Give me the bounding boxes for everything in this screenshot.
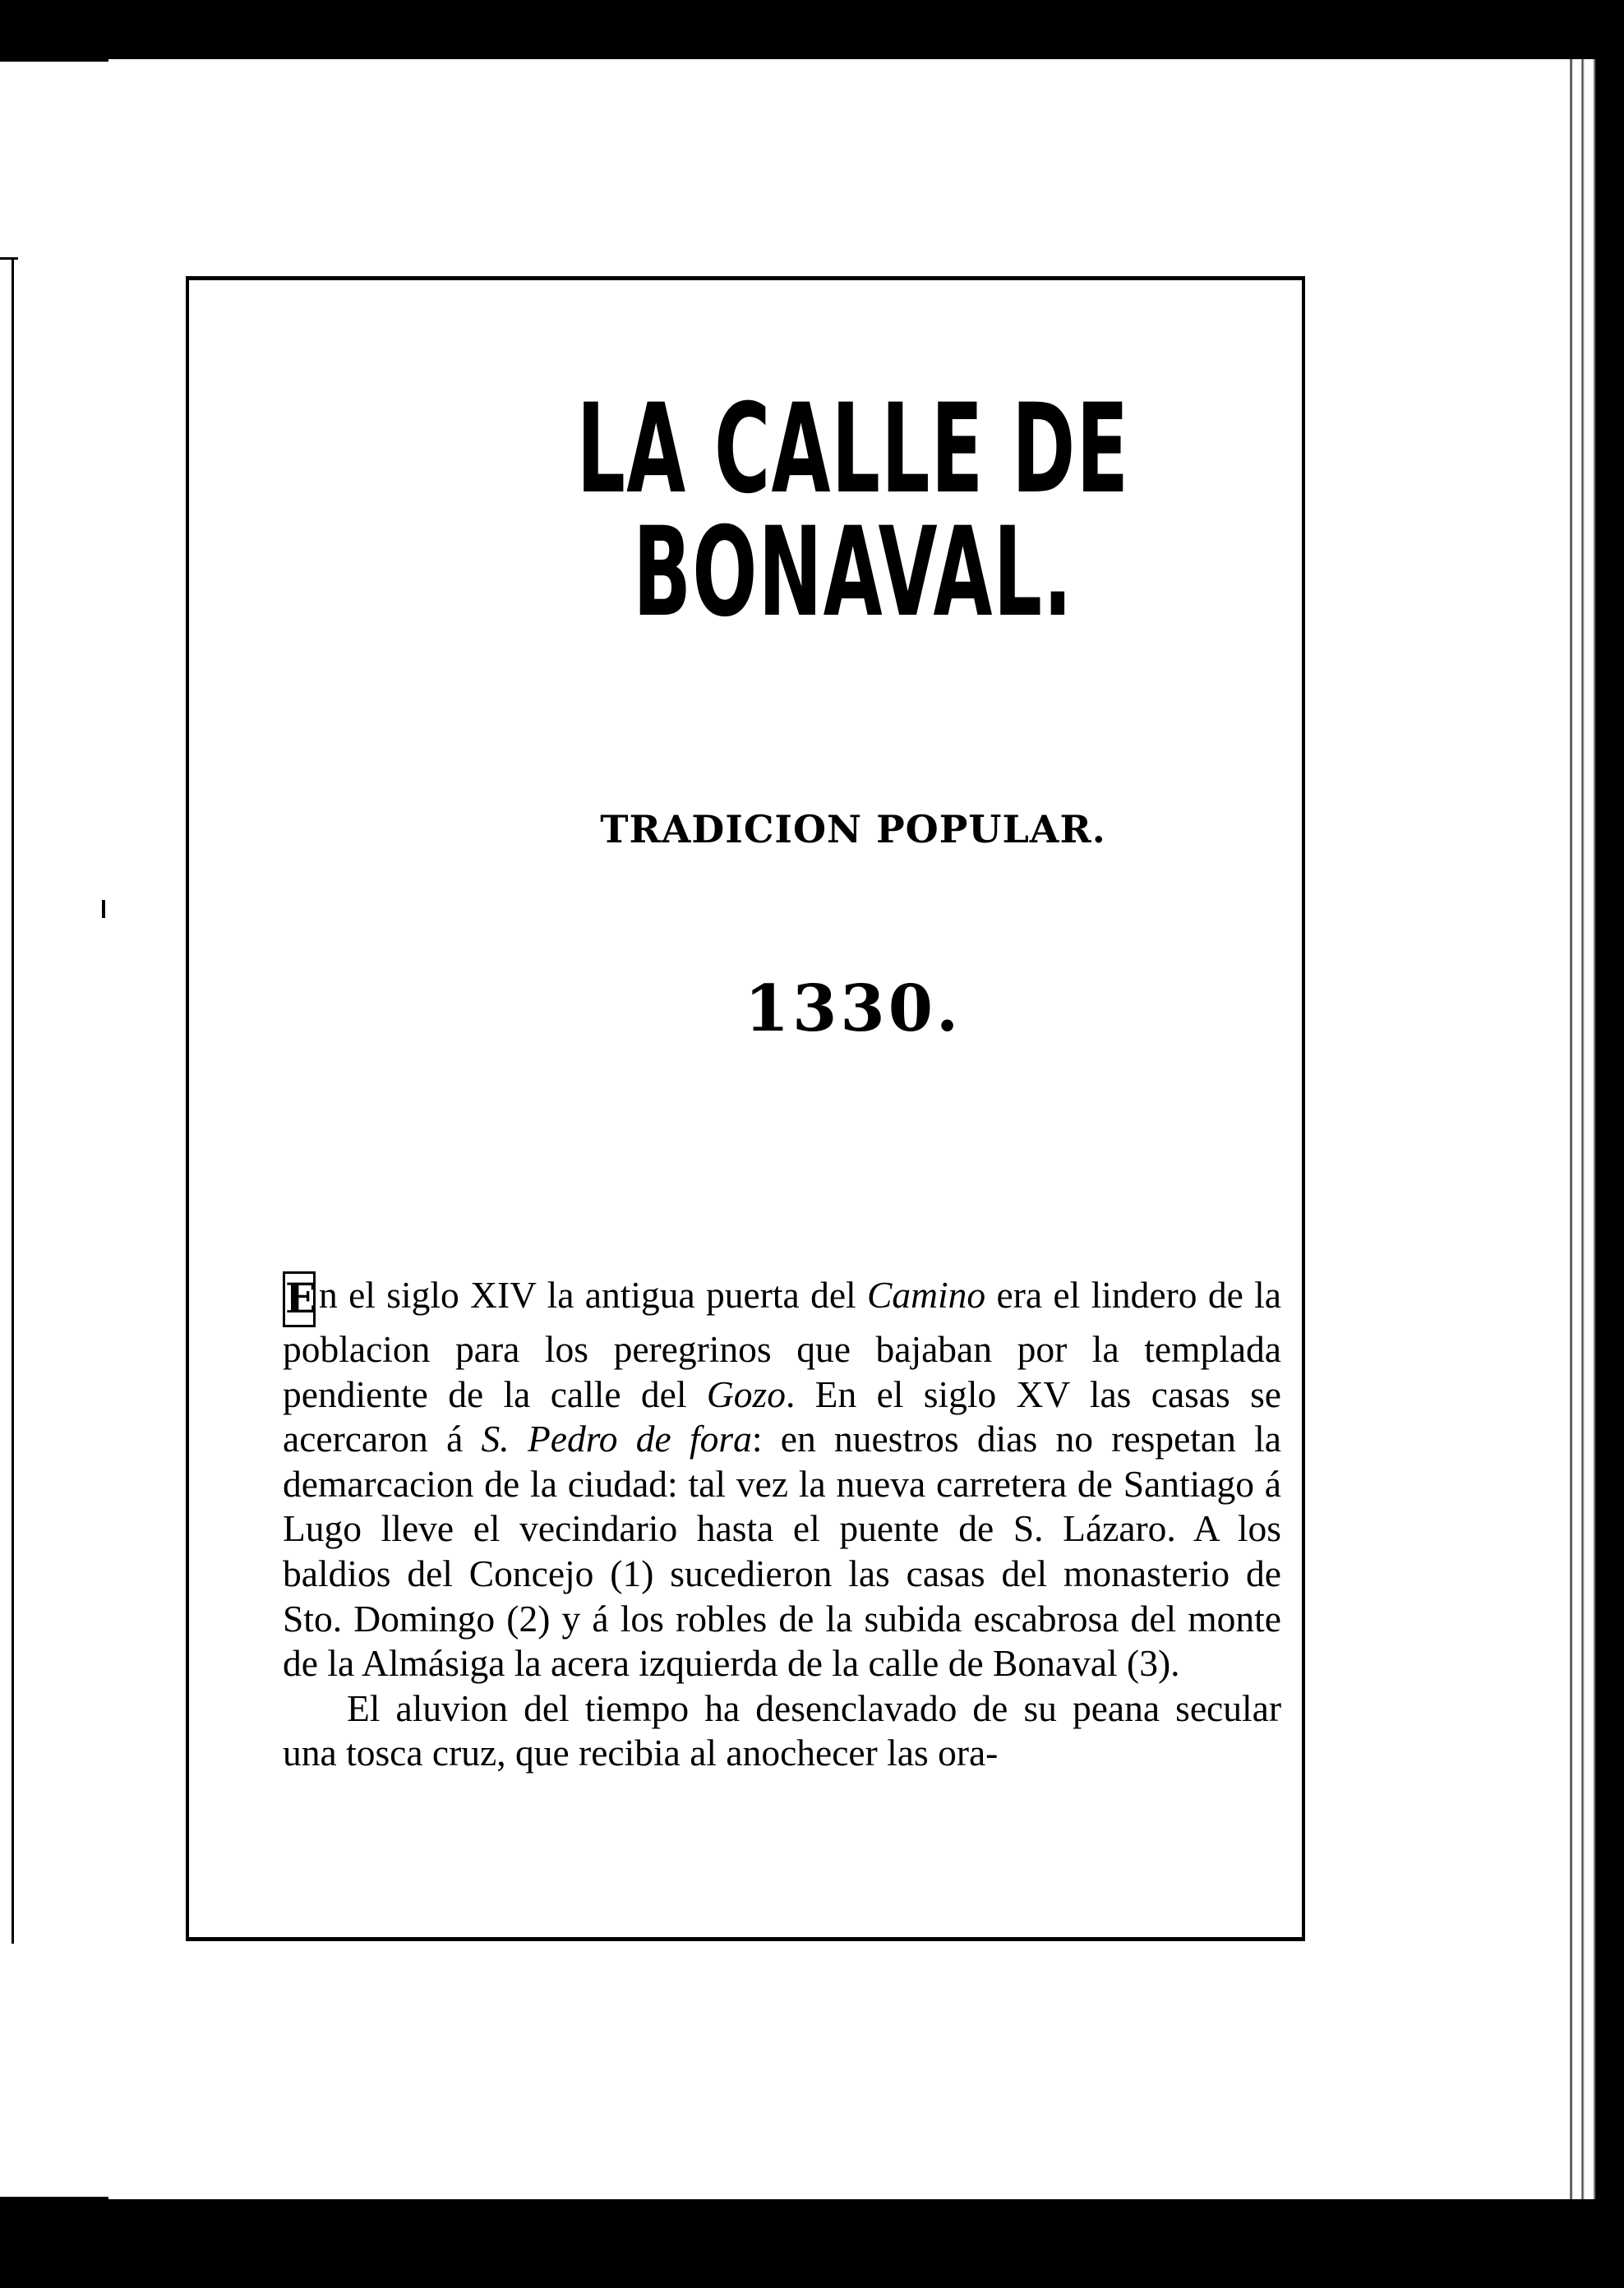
- drop-cap: E: [283, 1271, 316, 1327]
- gutter-mark: [102, 900, 105, 918]
- previous-page-frame-line: [12, 259, 14, 1944]
- text-run: era el lindero de la poblacion para los peregrinos que bajaban por la templada pendiente de la calle del: [283, 1274, 1281, 1415]
- document-page: [108, 59, 1598, 2199]
- italic-text-run: S. Pedro de fora: [481, 1418, 752, 1460]
- body-text: [283, 1271, 1281, 1776]
- page-title: LA CALLE DE BONAVAL.: [576, 378, 1130, 644]
- page-subtitle: TRADICION POPULAR.: [600, 807, 1106, 851]
- paragraph-2: El aluvion del tiempo ha desenclavado de su peana secular una tosca cruz, que recibia al anochecer las ora-: [283, 1686, 1281, 1774]
- italic-text-run: Gozo: [706, 1372, 786, 1415]
- page-stack-edge: [1560, 59, 1598, 2199]
- page-year: 1330.: [744, 971, 962, 1046]
- paragraph-1: [283, 1271, 1281, 1686]
- previous-page-edge: [0, 62, 108, 2197]
- text-run: n el siglo XIV la antigua puerta del: [319, 1274, 868, 1316]
- italic-text-run: Camino: [867, 1274, 986, 1316]
- previous-page-rule: [0, 257, 18, 260]
- text-run: . En el siglo XV las casas se acercaron á: [283, 1372, 1281, 1460]
- text-run: : en nuestros dias no respetan la demarcacion de la ciudad: tal vez la nueva carretera de Santiago á Lugo lleve el vecindario hasta el puente de S. Lázaro. A los baldios del Concejo (1) sucedieron las casas del monasterio de Sto. Domingo (2) y á los robles de la subida escabrosa del monte de la Almásiga la acera izquierda de la calle de Bonaval (3).: [283, 1418, 1281, 1685]
